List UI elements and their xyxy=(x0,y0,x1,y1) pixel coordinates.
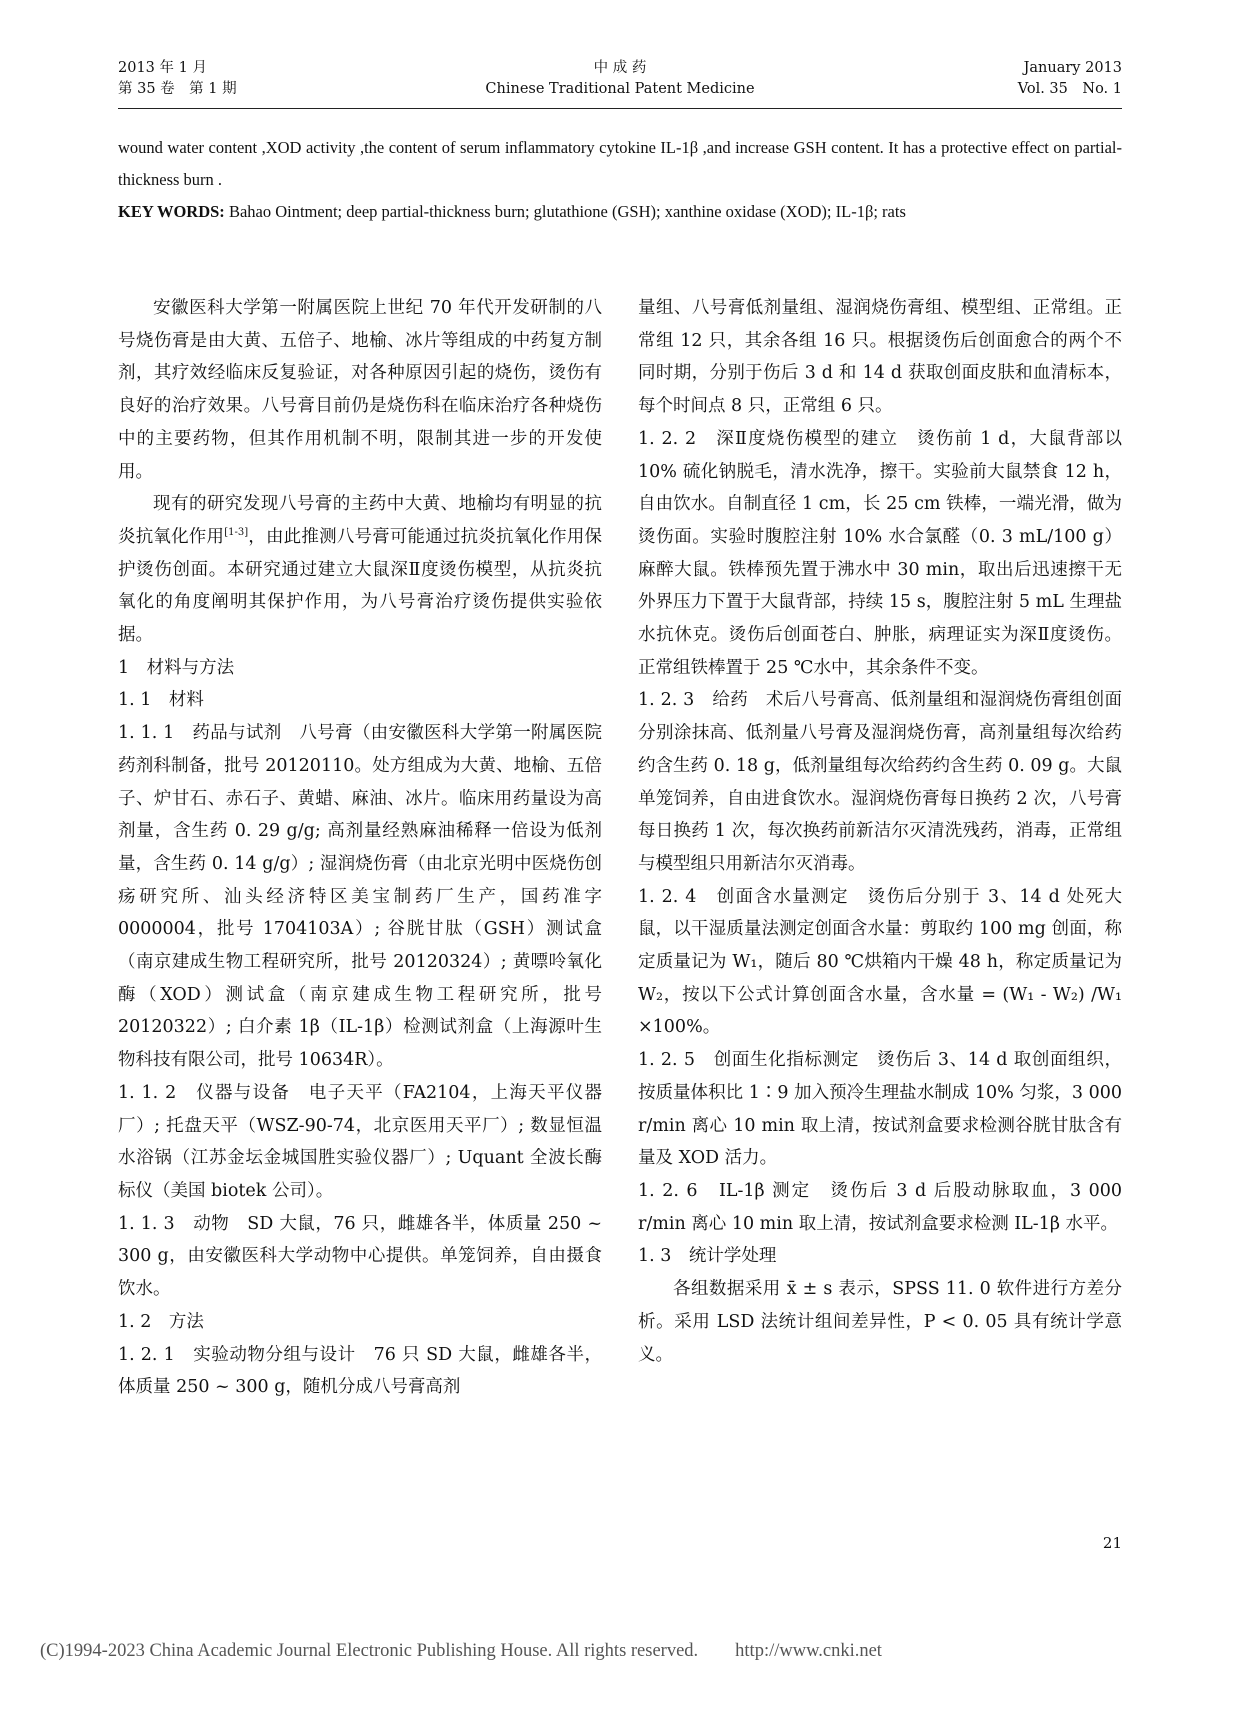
running-header xyxy=(118,58,1122,104)
body-paragraph: 1. 2. 5 创面生化指标测定 烫伤后 3、14 d 取创面组织，按质量体积比 1∶9 加入预冷生理盐水制成 10% 匀浆，3 000 r/min 离心 10 min 取上清，按试剂盒要求检测谷胱甘肽含有量及 XOD 活力。 xyxy=(638,1050,1122,1169)
keywords-label: KEY WORDS: xyxy=(118,202,225,221)
header-right xyxy=(1018,58,1122,100)
body-paragraph: 1. 2. 4 创面含水量测定 烫伤后分别于 3、14 d 处死大鼠，以干湿质量法测定创面含水量：剪取约 100 mg 创面，称定质量记为 W₁，随后 80 ℃烘箱内干燥 48 h，称定质量记为 W₂，按以下公式计算创面含水量，含水量 = (W₁ - W₂) /W₁ ×100%。 xyxy=(638,886,1122,1038)
section-heading: 1. 1 材料 xyxy=(118,690,204,711)
section-heading: 1. 2 方法 xyxy=(118,1311,204,1332)
header-center xyxy=(118,58,1122,100)
journal-title-en: Chinese Traditional Patent Medicine xyxy=(485,81,755,97)
body-paragraph: 1. 2. 1 实验动物分组与设计 76 只 SD 大鼠，雌雄各半，体质量 250 ~ 300 g，随机分成八号膏高剂 xyxy=(118,1344,602,1398)
citation-ref: [1-3] xyxy=(224,527,249,539)
body-paragraph xyxy=(118,488,602,652)
journal-title-cn: 中 成 药 xyxy=(593,60,647,76)
header-volume-cn: 第 35 卷 第 1 期 xyxy=(118,81,237,97)
abstract-continuation: wound water content ,XOD activity ,the content of serum inflammatory cytokine IL-1β ,and increase GSH content. It has a protective effect on partial-thickness burn . xyxy=(118,138,1122,189)
body-paragraph: 1. 2. 3 给药 术后八号膏高、低剂量组和湿润烧伤膏组创面分别涂抹高、低剂量八号膏及湿润烧伤膏，高剂量组每次给药约含生药 0. 18 g，低剂量组每次给药约含生药 0. 09 g。大鼠单笼饲养，自由进食饮水。湿润烧伤膏每日换药 2 次，八号膏每日换药 1 次，每次换药前新洁尔灭清洗残药，消毒，正常组与模型组只用新洁尔灭消毒。 xyxy=(638,690,1122,874)
section-heading: 1 材料与方法 xyxy=(118,657,235,678)
right-column xyxy=(638,292,1122,1371)
left-column xyxy=(118,292,602,1404)
paragraph-text: ，由此推测八号膏可能通过抗炎抗氧化作用保护烫伤创面。本研究通过建立大鼠深Ⅱ度烫伤模型，从抗炎抗氧化的角度阐明其保护作用，为八号膏治疗烫伤提供实验依据。 xyxy=(118,526,603,646)
body-paragraph: 各组数据采用 x̄ ± s 表示，SPSS 11. 0 软件进行方差分析。采用 LSD 法统计组间差异性，P < 0. 05 具有统计学意义。 xyxy=(638,1279,1122,1365)
body-paragraph: 1. 2. 2 深Ⅱ度烧伤模型的建立 烫伤前 1 d，大鼠背部以 10% 硫化钠脱毛，清水洗净，擦干。实验前大鼠禁食 12 h，自由饮水。自制直径 1 cm，长 25 cm 铁棒，一端光滑，做为烫伤面。实验时腹腔注射 10% 水合氯醛（0. 3 mL/100 g）麻醉大鼠。铁棒预先置于沸水中 30 min，取出后迅速擦干无外界压力下置于大鼠背部，持续 15 s，腹腔注射 5 mL 生理盐水抗休克。烫伤后创面苍白、肿胀，病理证实为深Ⅱ度烫伤。正常组铁棒置于 25 ℃水中，其余条件不变。 xyxy=(638,428,1122,678)
body-paragraph: 1. 1. 1 药品与试剂 八号膏（由安徽医科大学第一附属医院药剂科制备，批号 20120110。处方组成为大黄、地榆、五倍子、炉甘石、赤石子、黄蜡、麻油、冰片。临床用药量设为高剂量，含生药 0. 29 g/g; 高剂量经熟麻油稀释一倍设为低剂量，含生药 0. 14 g/g）; 湿润烧伤膏（由北京光明中医烧伤创疡研究所、汕头经济特区美宝制药厂生产，国药准字 0000004，批号 1704103A）; 谷胱甘肽（GSH）测试盒（南京建成生物工程研究所，批号 20120324）; 黄嘌呤氧化酶（XOD）测试盒（南京建成生物工程研究所，批号 20120322）; 白介素 1β（IL-1β）检测试剂盒（上海源叶生物科技有限公司，批号 10634R）。 xyxy=(118,723,602,1071)
header-volume-en: Vol. 35 No. 1 xyxy=(1017,81,1122,97)
body-paragraph: 安徽医科大学第一附属医院上世纪 70 年代开发研制的八号烧伤膏是由大黄、五倍子、地榆、冰片等组成的中药复方制剂，其疗效经临床反复验证，对各种原因引起的烧伤，烫伤有良好的治疗效果。八号膏目前仍是烧伤科在临床治疗各种烧伤中的主要药物，但其作用机制不明，限制其进一步的开发使用。 xyxy=(118,298,602,482)
page-number: 21 xyxy=(1102,1534,1122,1552)
section-heading: 1. 3 统计学处理 xyxy=(638,1246,777,1267)
header-rule xyxy=(118,108,1122,109)
keywords-line xyxy=(118,196,1122,228)
body-paragraph: 1. 1. 3 动物 SD 大鼠，76 只，雌雄各半，体质量 250 ~ 300 g，由安徽医科大学动物中心提供。单笼饲养，自由摄食饮水。 xyxy=(118,1213,602,1300)
paragraph-text: 现有的研究发现八号膏的主药中大黄、地榆均有明显的抗炎抗氧化作用 xyxy=(118,494,602,547)
body-paragraph: 1. 2. 6 IL-1β 测定 烫伤后 3 d 后股动脉取血，3 000 r/min 离心 10 min 取上清，按试剂盒要求检测 IL-1β 水平。 xyxy=(638,1180,1122,1234)
header-month-en: January 2013 xyxy=(1023,60,1122,76)
body-paragraph: 量组、八号膏低剂量组、湿润烧伤膏组、模型组、正常组。正常组 12 只，其余各组 16 只。根据烫伤后创面愈合的两个不同时期，分别于伤后 3 d 和 14 d 获取创面皮肤和血清标本，每个时间点 8 只，正常组 6 只。 xyxy=(638,298,1122,417)
copyright-footer: (C)1994-2023 China Academic Journal Electronic Publishing House. All rights reserved. http://www.cnki.net xyxy=(40,1641,882,1661)
body-paragraph: 1. 1. 2 仪器与设备 电子天平（FA2104，上海天平仪器厂）; 托盘天平（WSZ-90-74，北京医用天平厂）; 数显恒温水浴锅（江苏金坛金城国胜实验仪器厂）; Uquant 全波长酶标仪（美国 biotek 公司）。 xyxy=(118,1082,602,1201)
header-date: 2013 年 1 月 xyxy=(118,60,207,76)
abstract-block xyxy=(118,132,1122,228)
keywords-text: Bahao Ointment; deep partial-thickness burn; glutathione (GSH); xanthine oxidase (XOD); IL-1β; rats xyxy=(224,202,906,221)
